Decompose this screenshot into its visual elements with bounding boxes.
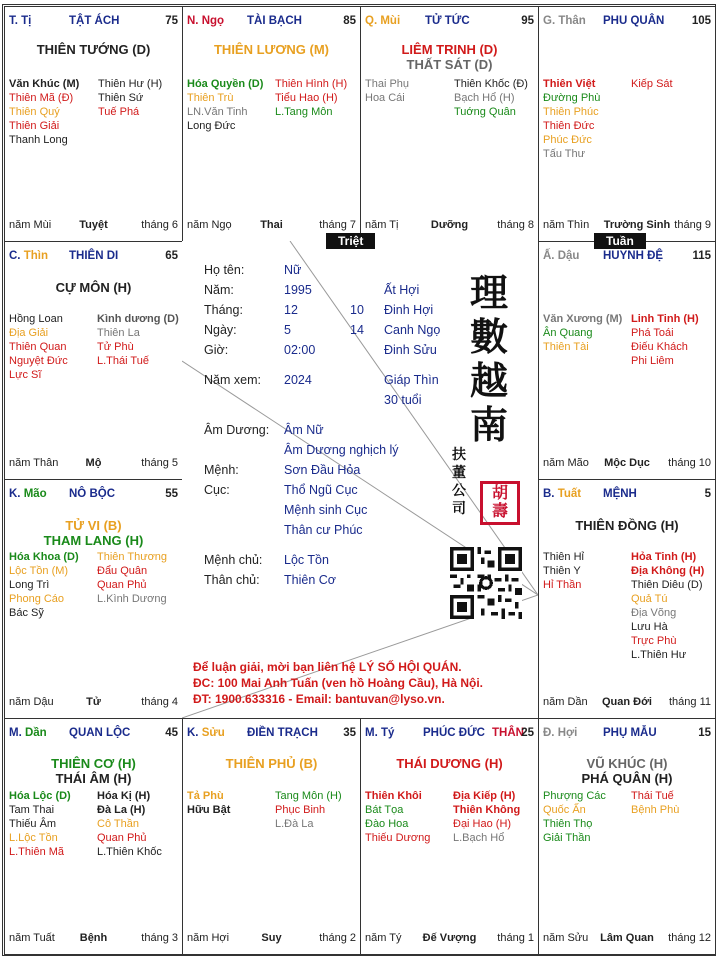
star: Thiên Sứ (98, 92, 144, 104)
left-stars (9, 789, 71, 859)
palace-footer (543, 696, 711, 710)
than-chu-label: Thân chủ: (204, 573, 260, 587)
palace-thin (4, 241, 183, 480)
footer-month: tháng 1 (497, 932, 534, 944)
footer-year: năm Tị (365, 219, 399, 231)
footer-stage: Trường Sinh (603, 219, 671, 231)
view-year-canchi: Giáp Thìn (384, 373, 439, 387)
cuc-value: Thổ Ngũ Cục (284, 483, 358, 497)
palace-age: 45 (165, 727, 178, 739)
left-stars (187, 77, 263, 133)
footer-year: năm Tý (365, 932, 402, 944)
footer-month: tháng 6 (141, 219, 178, 231)
right-stars (631, 312, 699, 368)
main-star: THIÊN LƯƠNG (M) (213, 42, 330, 57)
palace-footer (9, 457, 178, 471)
star: Hóa Lộc (D) (9, 790, 71, 802)
star: Thiên Khốc (Đ) (454, 78, 528, 90)
star: L.Thiên Khốc (97, 846, 162, 858)
star: Thiên Quý (9, 106, 60, 118)
main-star-secondary: THẤT SÁT (D) (406, 57, 493, 72)
day-label: Ngày: (204, 323, 237, 337)
palace-age: 65 (165, 250, 178, 262)
star: Hữu Bật (187, 804, 231, 816)
star: Thiếu Dương (365, 832, 431, 844)
palace-footer (9, 932, 178, 946)
main-star: THIÊN ĐỒNG (H) (575, 518, 679, 533)
palace-name: PHÚC ĐỨC (423, 727, 485, 739)
palace-footer (9, 696, 178, 710)
footer-stage: Dưỡng (430, 219, 469, 231)
palace-footer (187, 219, 356, 233)
footer-stage: Suy (261, 932, 282, 944)
cuc-relation: Mệnh sinh Cục (284, 503, 368, 517)
year-canchi: Ất Hợi (384, 283, 420, 297)
palace-name: THIÊN DI (69, 250, 119, 262)
calligraphy-char: 越 (470, 358, 509, 403)
footer-year: năm Ngọ (187, 219, 232, 231)
yinyang-note: Âm Dương nghịch lý (284, 443, 399, 457)
palace-suu (182, 718, 361, 955)
hour-value: 02:00 (284, 343, 316, 357)
star: LN.Văn Tinh (187, 106, 248, 118)
palace-name: PHU QUÂN (603, 15, 665, 27)
palace-dan (4, 718, 183, 955)
star: Địa Giải (9, 327, 49, 339)
star: Thái Tuế (631, 790, 674, 802)
footer-year: năm Dậu (9, 696, 54, 708)
star: Thiên Quan (9, 341, 67, 353)
star: Tuớng Quân (454, 106, 516, 118)
star: Phúc Đức (543, 134, 592, 146)
footer-stage: Quan Đới (602, 696, 652, 708)
star: Lộc Tồn (M) (9, 565, 69, 577)
star: Lực Sĩ (9, 369, 42, 381)
footer-year: năm Thìn (543, 219, 590, 231)
palace-footer (543, 219, 711, 233)
right-stars (275, 77, 347, 119)
palace-name: QUAN LỘC (69, 727, 131, 739)
star: Thiên Hình (H) (275, 78, 348, 90)
star: Tuế Phá (98, 106, 140, 118)
main-star: THIÊN PHỦ (B) (225, 756, 318, 771)
footer-stage: Mộc Dục (604, 457, 650, 469)
palace-age: 115 (692, 250, 711, 262)
right-stars (97, 550, 167, 606)
star: Thiên Mã (Đ) (9, 92, 74, 104)
main-star-secondary: PHÁ QUÂN (H) (581, 771, 673, 786)
contact-line-1: Để luận giải, mời bạn liên hệ LÝ SỐ HỘI QUÁN. (193, 660, 462, 674)
palace-footer (187, 932, 356, 946)
month-lunar: 10 (350, 303, 364, 317)
palace-branch: Đ. Hợi (543, 727, 578, 739)
palace-age: 95 (521, 15, 534, 27)
star: L.Tang Môn (275, 106, 333, 118)
footer-stage: Bệnh (79, 932, 108, 944)
footer-stage: Thai (260, 219, 283, 231)
footer-month: tháng 7 (319, 219, 356, 231)
palace-branch: K. Mão (9, 488, 47, 500)
left-stars (543, 789, 606, 845)
star: Hóa Quyền (D) (187, 78, 264, 90)
star: Linh Tinh (H) (631, 313, 699, 325)
star: Long Đức (187, 120, 236, 132)
star: Thiên Trù (187, 92, 234, 104)
palace-mao (4, 479, 183, 719)
star: Giải Thần (543, 832, 591, 844)
view-year-value: 2024 (284, 373, 312, 387)
yinyang-label: Âm Dương: (204, 423, 270, 437)
star: Tấu Thư (543, 148, 586, 160)
star: Thiên Phúc (543, 106, 599, 118)
menh-value: Sơn Đầu Hỏa (284, 463, 361, 477)
calligraphy-char: 公 (452, 483, 466, 499)
calligraphy-subtitle (452, 446, 466, 518)
palace-age: 35 (343, 727, 356, 739)
footer-month: tháng 10 (668, 457, 711, 469)
star: Bác Sỹ (9, 607, 44, 619)
palace-footer (365, 219, 534, 233)
calligraphy-title (470, 271, 508, 447)
star: Thiên Thọ (543, 818, 593, 830)
star: Thiên Thương (97, 551, 168, 563)
palace-name: HUYNH ĐỆ (603, 250, 664, 262)
star: L.Thiên Mã (9, 846, 65, 858)
calligraphy-char: 數 (470, 314, 509, 359)
palace-name: NÔ BỘC (69, 488, 115, 500)
star: Quan Phủ (97, 832, 147, 844)
footer-stage: Đế Vượng (422, 932, 477, 944)
left-stars (365, 77, 409, 105)
palace-age: 5 (704, 488, 711, 500)
menh-chu-value: Lộc Tồn (284, 553, 329, 567)
palace-footer (365, 932, 534, 946)
name-label: Họ tên: (204, 263, 245, 277)
star: Đào Hoa (365, 818, 409, 830)
calligraphy-char: 董 (452, 465, 466, 481)
view-year-label: Năm xem: (204, 373, 261, 387)
palace-age: 15 (698, 727, 711, 739)
day-value: 5 (284, 323, 291, 337)
star: Văn Khúc (M) (9, 78, 80, 90)
month-label: Tháng: (204, 303, 243, 317)
footer-year: năm Mùi (9, 219, 52, 231)
star: Tam Thai (9, 804, 55, 816)
star: Đường Phù (543, 92, 601, 104)
star: Kình dương (D) (97, 313, 179, 325)
footer-month: tháng 4 (141, 696, 178, 708)
star: Long Trì (9, 579, 50, 591)
star: Đại Hao (H) (453, 818, 512, 830)
footer-year: năm Thân (9, 457, 59, 469)
palace-name: TỬ TỨC (425, 15, 470, 27)
calligraphy-char: 南 (470, 402, 509, 447)
palace-branch: T. Tị (9, 15, 32, 27)
footer-month: tháng 9 (674, 219, 711, 231)
palace-footer (543, 457, 711, 471)
palace-name: MỆNH (603, 488, 637, 500)
star: Thiên Không (453, 804, 521, 816)
palace-mui (360, 6, 539, 242)
palace-hoi (538, 718, 716, 955)
than-marker: THÂN (492, 727, 524, 739)
star: Trực Phù (631, 635, 677, 647)
star: Thiên Giải (9, 120, 60, 132)
palace-ty (4, 6, 183, 242)
palace-age: 85 (343, 15, 356, 27)
star: L.Thái Tuế (97, 355, 149, 367)
main-star: VŨ KHÚC (H) (586, 756, 668, 771)
star: Hỏa Tinh (H) (631, 551, 697, 563)
star: Hoa Cái (365, 92, 405, 104)
star: Nguyệt Đức (9, 355, 68, 367)
palace-name: ĐIỀN TRẠCH (247, 727, 318, 739)
star: Tử Phù (97, 341, 134, 353)
main-star: THIÊN TƯỚNG (D) (36, 42, 151, 57)
right-stars (275, 789, 342, 831)
left-stars (187, 789, 230, 817)
right-stars (631, 789, 679, 817)
footer-year: năm Hợi (187, 932, 230, 944)
main-star-secondary: THAM LANG (H) (43, 533, 144, 548)
star: Hóa Kị (H) (97, 790, 151, 802)
palace-footer (9, 219, 178, 233)
star: Thiên Khôi (365, 790, 422, 802)
star: Cô Thần (97, 818, 139, 830)
cuc-label: Cục: (204, 483, 230, 497)
star: Thiên Tài (543, 341, 589, 353)
star: Quốc Ấn (543, 804, 586, 816)
palace-footer (543, 932, 711, 946)
hour-label: Giờ: (204, 343, 229, 357)
footer-year: năm Dần (543, 696, 588, 708)
right-stars (97, 789, 162, 859)
tuan-marker: Tuần (594, 233, 646, 249)
star: Ân Quang (543, 327, 593, 339)
footer-month: tháng 11 (668, 696, 711, 708)
main-star: THIÊN CƠ (H) (51, 756, 136, 771)
right-stars (97, 312, 179, 368)
palace-branch: C. Thìn (9, 250, 48, 262)
palace-branch: B. Tuất (543, 488, 582, 500)
star: Bát Tọa (365, 804, 404, 816)
star: Thiên Đức (543, 120, 595, 132)
footer-stage: Tử (86, 696, 101, 708)
main-star-secondary: THÁI ÂM (H) (55, 771, 132, 786)
main-star: TỬ VI (B) (65, 518, 122, 533)
star: Lưu Hà (631, 621, 668, 633)
left-stars (543, 550, 584, 592)
calligraphy-char: 理 (470, 270, 509, 315)
star: Thiên Y (543, 565, 581, 577)
main-star: LIÊM TRINH (D) (401, 42, 498, 57)
footer-stage: Mộ (85, 457, 102, 469)
menh-chu-label: Mệnh chủ: (204, 553, 263, 567)
palace-than (538, 6, 716, 242)
right-stars (454, 77, 528, 119)
star: Thiên Việt (543, 78, 596, 90)
palace-branch: G. Thân (543, 15, 586, 27)
footer-month: tháng 12 (668, 932, 711, 944)
triet-marker: Triệt (326, 233, 375, 249)
footer-year: năm Mão (543, 457, 589, 469)
calligraphy-char: 扶 (452, 447, 466, 463)
star: Đà La (H) (97, 804, 146, 816)
left-stars (365, 789, 430, 845)
footer-month: tháng 3 (141, 932, 178, 944)
star: Văn Xương (M) (543, 313, 623, 325)
star: L.Đà La (275, 818, 314, 830)
red-seal: 胡 壽 (480, 481, 520, 525)
star: Phi Liêm (631, 355, 674, 367)
star: Hóa Khoa (D) (9, 551, 79, 563)
star: Kiếp Sát (631, 78, 673, 90)
star: Quan Phủ (97, 579, 147, 591)
star: L.Bạch Hổ (453, 832, 505, 844)
palace-name: PHỤ MẪU (603, 727, 657, 739)
contact-phone-email: ĐT: 1900.633316 - Email: bantuvan@lyso.vn. (193, 692, 445, 706)
day-canchi: Canh Ngọ (384, 323, 441, 337)
star: Hỉ Thần (543, 579, 582, 591)
palace-ngo (182, 6, 361, 242)
footer-month: tháng 8 (497, 219, 534, 231)
palace-name: TẬT ÁCH (69, 15, 120, 27)
main-star: THÁI DƯƠNG (H) (396, 756, 503, 771)
footer-stage: Lâm Quan (600, 932, 654, 944)
calligraphy-char: 司 (452, 501, 466, 517)
right-stars (631, 77, 673, 91)
star: Phong Cáo (9, 593, 65, 605)
year-label: Năm: (204, 283, 234, 297)
palace-branch: M. Tý (365, 727, 395, 739)
month-value: 12 (284, 303, 298, 317)
star: Điếu Khách (631, 341, 688, 353)
star: Địa Kiếp (H) (453, 790, 516, 802)
star: Hồng Loan (9, 313, 63, 325)
footer-year: năm Sửu (543, 932, 589, 944)
star: L.Kình Dương (97, 593, 167, 605)
star: Đẩu Quân (97, 565, 148, 577)
star: Bạch Hổ (H) (454, 92, 515, 104)
left-stars (9, 77, 79, 147)
than-chu-value: Thiên Cơ (284, 573, 336, 587)
star: L.Thiên Hư (631, 649, 687, 661)
star: Địa Võng (631, 607, 677, 619)
palace-age: 25 (521, 727, 534, 739)
right-stars (453, 789, 520, 845)
footer-month: tháng 5 (141, 457, 178, 469)
star: Thiên Diêu (D) (631, 579, 703, 591)
hour-canchi: Đinh Sửu (384, 343, 437, 357)
palace-tuat (538, 479, 716, 719)
palace-name: TÀI BẠCH (247, 15, 302, 27)
main-star: CỰ MÔN (H) (55, 280, 132, 295)
footer-stage: Tuyệt (79, 219, 108, 231)
star: Phượng Các (543, 790, 606, 802)
left-stars (543, 77, 600, 161)
right-stars (98, 77, 162, 119)
palace-ti (360, 718, 539, 955)
star: Thiên Hỉ (543, 551, 584, 563)
footer-year: năm Tuất (9, 932, 55, 944)
left-stars (543, 312, 622, 354)
star: Quả Tú (631, 593, 668, 605)
palace-age: 105 (691, 15, 711, 27)
yinyang-value: Âm Nữ (284, 423, 324, 437)
center-panel (182, 241, 538, 718)
star: Thiên Hư (H) (98, 78, 163, 90)
star: Tả Phù (187, 790, 224, 802)
left-stars (9, 312, 68, 382)
star: Thai Phụ (365, 78, 410, 90)
palace-age: 75 (165, 15, 178, 27)
left-stars (9, 550, 79, 620)
right-stars (631, 550, 704, 662)
star: Thiên La (97, 327, 140, 339)
star: Thiếu Âm (9, 818, 57, 830)
palace-branch: M. Dần (9, 727, 47, 739)
palace-age: 55 (165, 488, 178, 500)
star: Thanh Long (9, 134, 68, 146)
palace-dau (538, 241, 716, 480)
star: Phục Binh (275, 804, 326, 816)
name-value: Nữ (284, 263, 302, 277)
view-age: 30 tuổi (384, 393, 422, 407)
month-canchi: Đinh Hợi (384, 303, 434, 317)
star: Phá Toái (631, 327, 674, 339)
year-value: 1995 (284, 283, 312, 297)
palace-branch: Ấ. Dậu (543, 250, 580, 262)
star: Địa Không (H) (631, 565, 705, 577)
qr-code[interactable] (450, 547, 522, 619)
palace-branch: N. Ngọ (187, 15, 225, 27)
menh-label: Mệnh: (204, 463, 239, 477)
star: Tiểu Hao (H) (275, 92, 338, 104)
day-lunar: 14 (350, 323, 364, 337)
palace-branch: Q. Mùi (365, 15, 401, 27)
than-position: Thân cư Phúc (284, 523, 363, 537)
footer-month: tháng 2 (319, 932, 356, 944)
contact-address: ĐC: 100 Mai Anh Tuấn (ven hồ Hoàng Cầu), Hà Nội. (193, 676, 484, 690)
star: Tang Môn (H) (275, 790, 342, 802)
palace-branch: K. Sửu (187, 727, 225, 739)
star: Bệnh Phù (631, 804, 680, 816)
star: L.Lộc Tồn (9, 832, 58, 844)
